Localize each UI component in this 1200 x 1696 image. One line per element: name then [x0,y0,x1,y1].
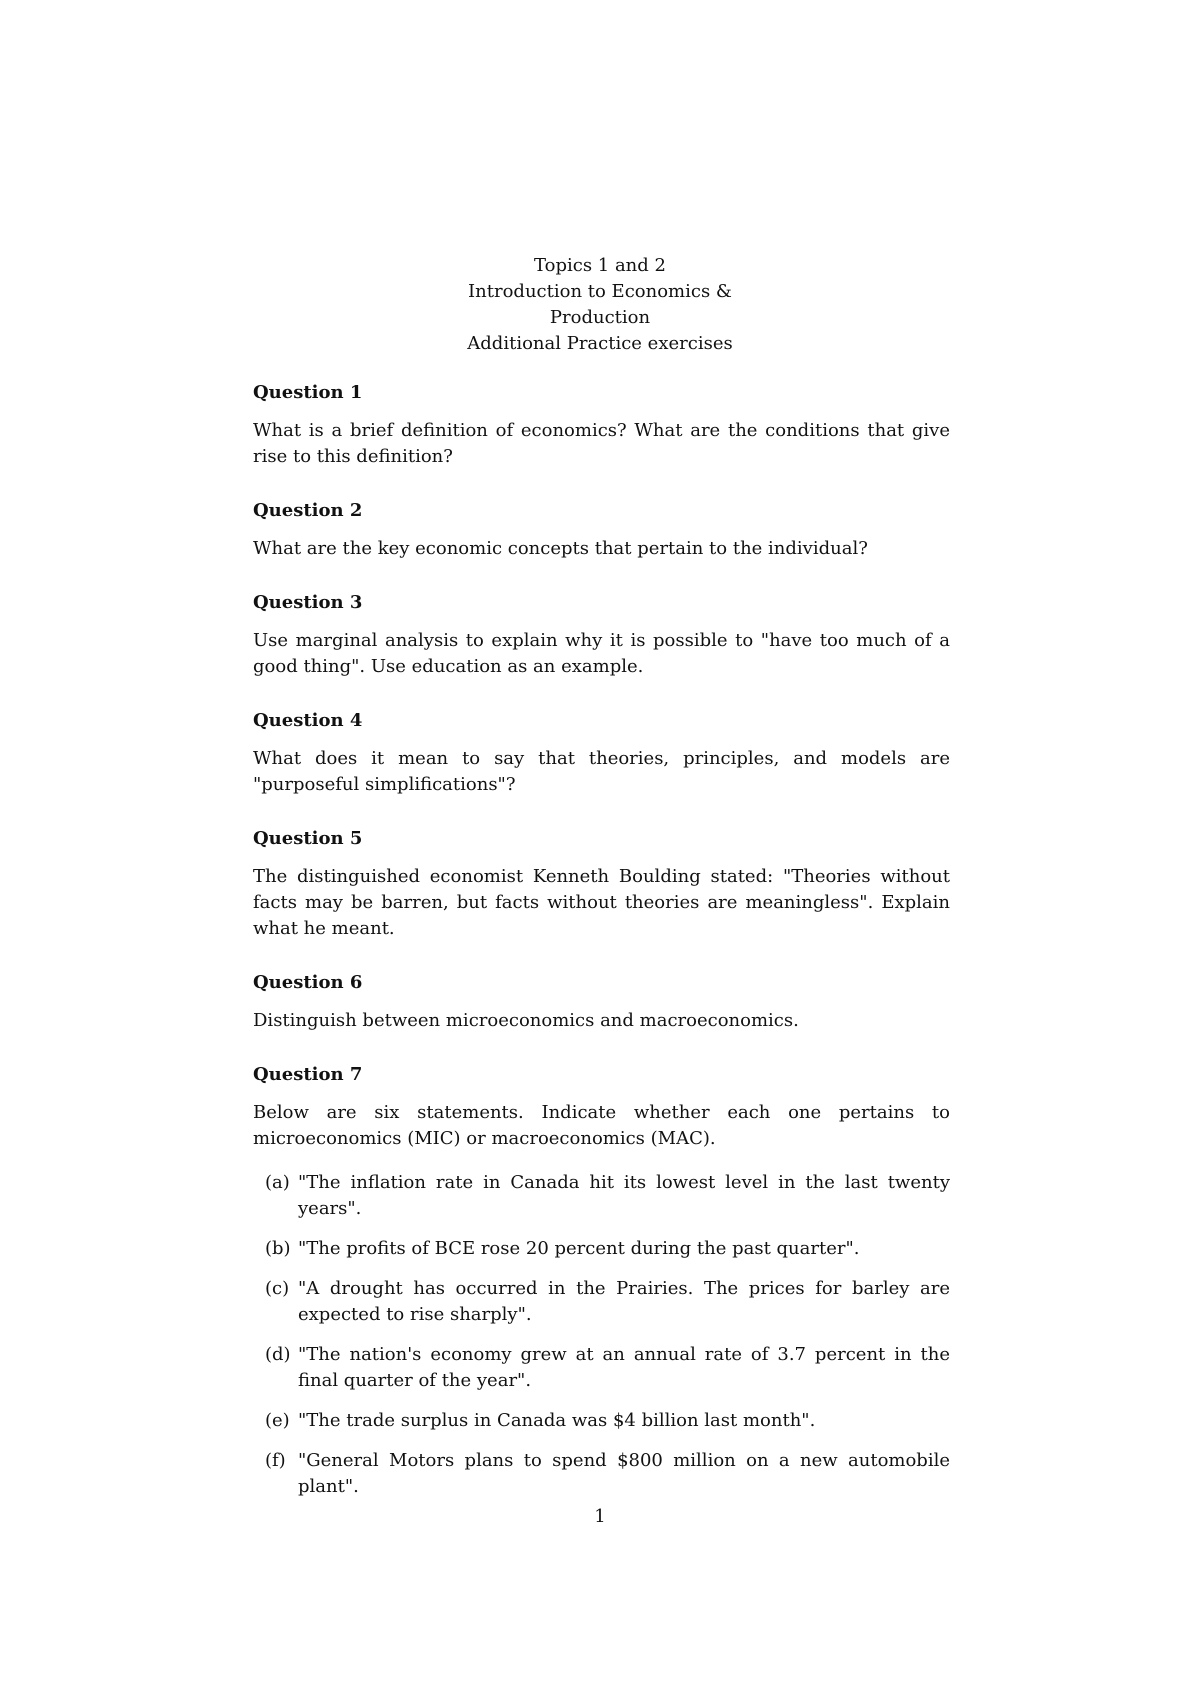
question-3-heading: Question 3 [253,592,363,613]
title-line-1: Topics 1 and 2 [534,255,666,276]
title-line-4: Additional Practice exercises [467,333,733,354]
question-1-text: What is a brief definition of economics? What are the conditions that give rise to this definition? [253,420,950,467]
statement-item [253,1170,950,1222]
statement-text: "The nation's economy grew at an annual rate of 3.7 percent in the final quarter of the year". [298,1344,950,1391]
statement-item [253,1408,950,1434]
statement-label: (c) [265,1278,290,1299]
statement-text: "The inflation rate in Canada hit its lowest level in the last twenty years". [298,1172,950,1219]
statement-label: (b) [265,1238,291,1259]
statement-item [253,1448,950,1500]
document-title [0,253,1200,357]
statement-item [253,1342,950,1394]
document-body [253,380,950,1514]
statement-text: "The trade surplus in Canada was $4 billion last month". [298,1410,816,1431]
question-4-text: What does it mean to say that theories, principles, and models are "purposeful simplifications"? [253,748,950,795]
statement-text: "The profits of BCE rose 20 percent during the past quarter". [298,1238,860,1259]
question-2-text: What are the key economic concepts that pertain to the individual? [253,538,868,559]
question-4-heading: Question 4 [253,710,363,731]
question-5-heading: Question 5 [253,828,363,849]
title-line-2: Introduction to Economics & [468,281,732,302]
statement-label: (a) [265,1172,290,1193]
statement-item [253,1276,950,1328]
statement-label: (e) [265,1410,290,1431]
statement-item [253,1236,950,1262]
statement-text: "A drought has occurred in the Prairies. The prices for barley are expected to rise sharply". [298,1278,950,1325]
question-3-text: Use marginal analysis to explain why it is possible to "have too much of a good thing". Use education as an example. [253,630,950,677]
question-2-heading: Question 2 [253,500,363,521]
question-1-heading: Question 1 [253,382,363,403]
question-5-text: The distinguished economist Kenneth Boulding stated: "Theories without facts may be barren, but facts without theories are meaningless". Explain what he meant. [253,866,950,939]
question-6-heading: Question 6 [253,972,363,993]
statement-text: "General Motors plans to spend $800 million on a new automobile plant". [298,1450,950,1497]
statement-list [253,1170,950,1500]
question-6-text: Distinguish between microeconomics and macroeconomics. [253,1010,799,1031]
page-number: 1 [594,1506,606,1527]
question-7-heading: Question 7 [253,1064,363,1085]
title-line-3: Production [549,307,651,328]
statement-label: (d) [265,1344,291,1365]
question-7-text: Below are six statements. Indicate whether each one pertains to microeconomics (MIC) or macroeconomics (MAC). [253,1102,950,1149]
statement-label: (f) [265,1450,286,1471]
